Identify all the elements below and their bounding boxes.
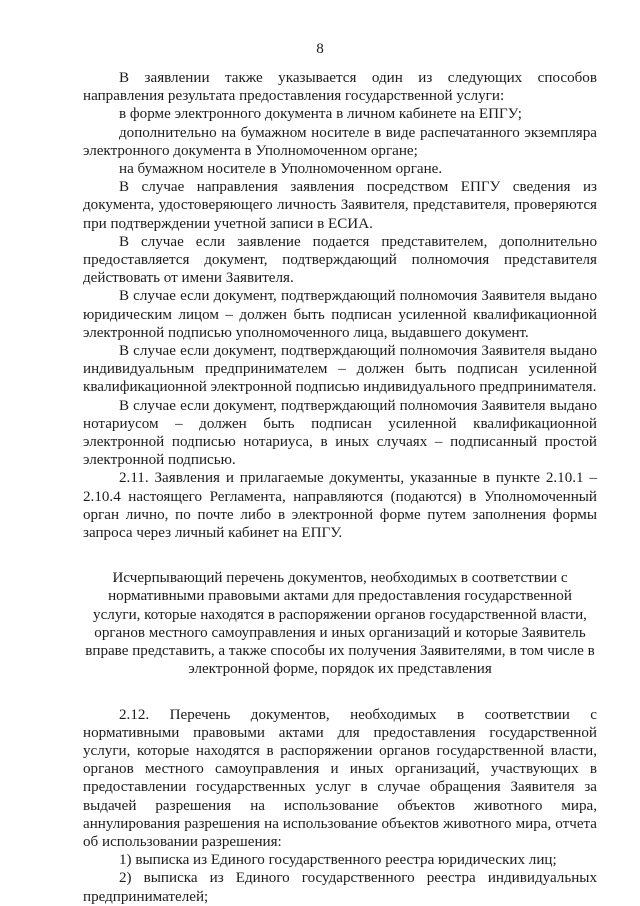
paragraph-representative: В случае если заявление подается представителем, дополнительно предоставляется документ, подтверждающий полномочия представителя действовать от имени Заявителя.	[83, 233, 597, 287]
paragraph-2-11: 2.11. Заявления и прилагаемые документы, указанные в пункте 2.10.1 – 2.10.4 настоящего Регламента, направляются (подаются) в Уполномоченный орган лично, по почте либо в электронной форме путем заполнения формы запроса через личный кабинет на ЕПГУ.	[83, 470, 597, 542]
section-heading: Исчерпывающий перечень документов, необходимых в соответствии с нормативными правовыми актами для предоставления государственной услуги, которые находятся в распоряжении органов государственной власти, органов местного самоуправления и иных организаций и которые Заявитель вправе представить, а также способы их получения Заявителями, в том числе в электронной форме, порядок их представления	[85, 570, 595, 678]
list-item-legal-entities-extract: 1) выписка из Единого государственного реестра юридических лиц;	[119, 852, 557, 869]
paragraph-legal-entity: В случае если документ, подтверждающий полномочия Заявителя выдано юридическим лицом – должен быть подписан усиленной квалификационной электронной подписью уполномоченного лица, выдавшего документ.	[83, 288, 597, 341]
paragraph-2-12: 2.12. Перечень документов, необходимых в соответствии с нормативными правовыми актами для предоставления государственной услуги, которые находятся в распоряжении органов государственной власти, органов местного самоуправления и иных организаций, участвующих в предоставлении государственных услуг в случае обращения Заявителя за выдачей разрешения на использование объектов животного мира, аннулирования разрешения на использование объектов животного мира, отчета об использовании разрешения:	[83, 706, 597, 850]
paragraph-method-paper: на бумажном носителе в Уполномоченном органе.	[119, 161, 443, 178]
paragraph-delivery-methods: В заявлении также указывается один из следующих способов направления результата предоставления государственной услуги:	[83, 70, 597, 105]
paragraph-esia-verification: В случае направления заявления посредством ЕПГУ сведения из документа, удостоверяющего личность Заявителя, представителя, проверяются при подтверждении учетной записи в ЕСИА.	[83, 179, 597, 232]
page-number: 8	[316, 41, 324, 57]
paragraph-method-epgu: в форме электронного документа в личном кабинете на ЕПГУ;	[119, 106, 522, 123]
document-body	[83, 69, 597, 906]
paragraph-entrepreneur: В случае если документ, подтверждающий полномочия Заявителя выдано индивидуальным предпринимателем – должен быть подписан усиленной квалификационной электронной подписью индивидуального предпринимателя.	[83, 343, 597, 396]
paragraph-method-paper-copy: дополнительно на бумажном носителе в виде распечатанного экземпляра электронного документа в Уполномоченном органе;	[83, 124, 597, 159]
list-item-entrepreneurs-extract: 2) выписка из Единого государственного реестра индивидуальных предпринимателей;	[83, 870, 597, 905]
paragraph-notary: В случае если документ, подтверждающий полномочия Заявителя выдано нотариусом – должен быть подписан усиленной квалификационной электронной подписью нотариуса, в иных случаях – подписанный простой электронной подписью.	[83, 397, 597, 469]
